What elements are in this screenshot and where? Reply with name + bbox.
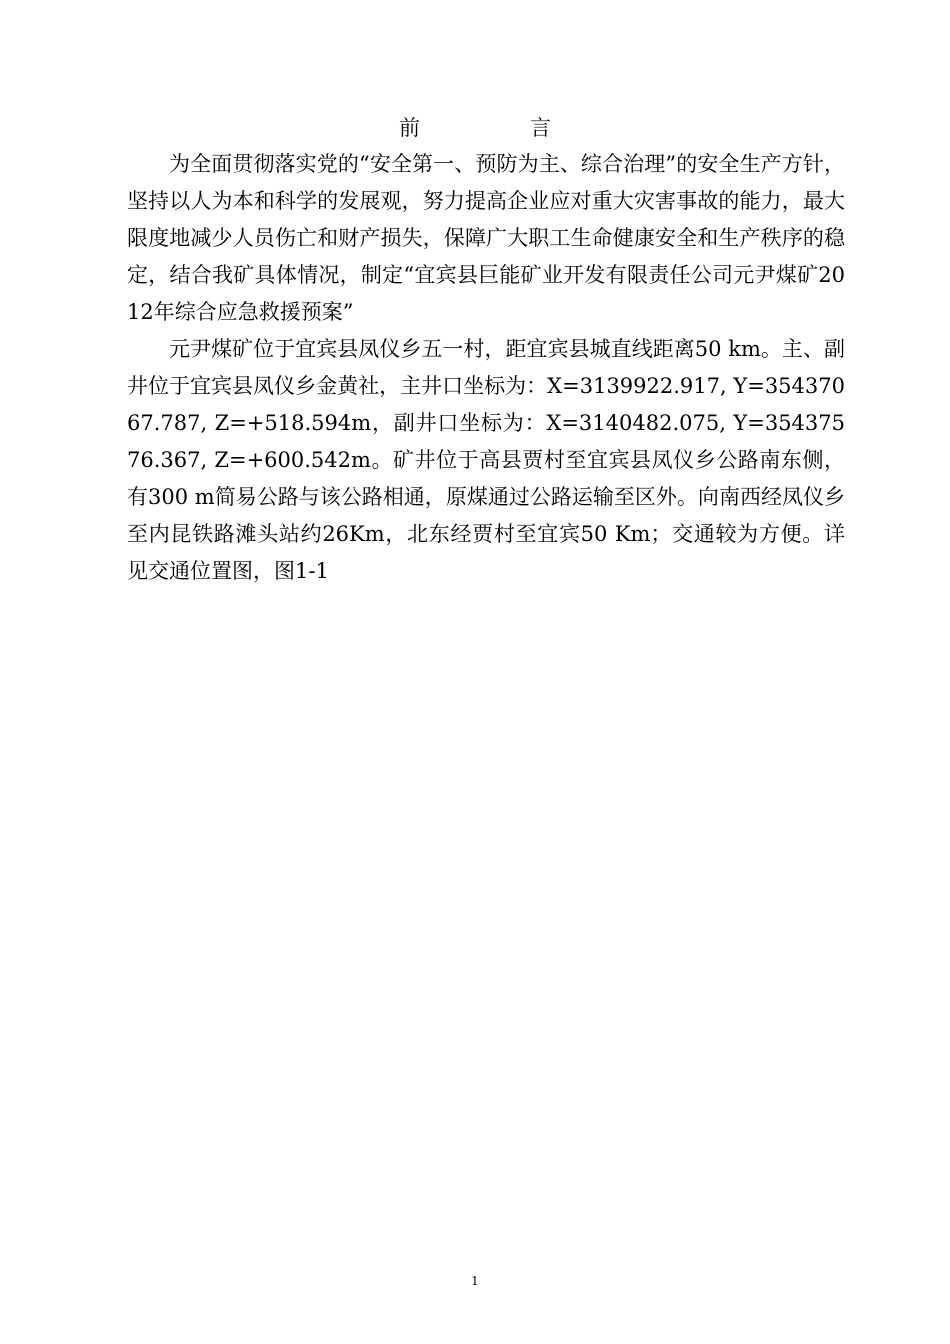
page-number: 1 <box>471 1274 479 1288</box>
paragraph-2: 元尹煤矿位于宜宾县凤仪乡五一村，距宜宾县城直线距离50 km。主、副井位于宜宾县凤仪乡金黄社，主井口坐标为：X=3139922.917, Y=35437067.787, Z=+518.594m，副井口坐标为：X=3140482.075, Y=35437576.367, Z=+600.542m。矿井位于高县贾村至宜宾县凤仪乡公路南东侧，有300 m简易公路与该公路相通，原煤通过公路运输至区外。向南西经凤仪乡至内昆铁路滩头站约26Km，北东经贾村至宜宾50 Km；交通较为方便。详见交通位置图，图1-1 <box>127 337 845 583</box>
title-char-2: 言 <box>530 116 551 140</box>
page-title <box>0 114 950 142</box>
title-char-1: 前 <box>399 116 420 140</box>
body-text <box>127 146 845 590</box>
paragraph-1: 为全面贯彻落实党的“安全第一、预防为主、综合治理”的安全生产方针，坚持以人为本和科学的发展观，努力提高企业应对重大灾害事故的能力，最大限度地减少人员伤亡和财产损失，保障广大职工生命健康安全和生产秩序的稳定，结合我矿具体情况，制定“宜宾县巨能矿业开发有限责任公司元尹煤矿2012年综合应急救援预案” <box>127 152 845 324</box>
